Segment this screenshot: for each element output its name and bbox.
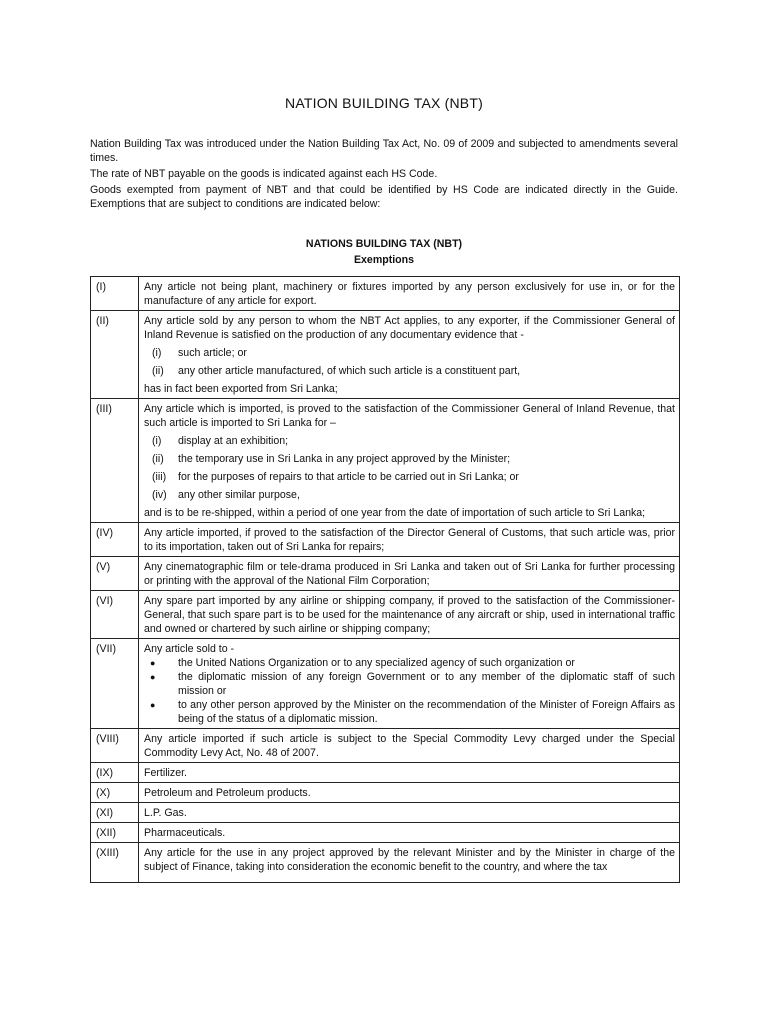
sub-item-label: (ii) bbox=[152, 365, 164, 377]
bullet-icon: ● bbox=[150, 700, 156, 710]
table-row bbox=[91, 639, 680, 729]
bullet-item bbox=[144, 698, 675, 726]
exemptions-heading-line-1: NATIONS BUILDING TAX (NBT) bbox=[305, 238, 463, 250]
row-text: Any article sold by any person to whom the NBT Act applies, to any exporter, if the Commissioner General of Inland Revenue is satisfied on the production of any documentary evidence that - bbox=[144, 315, 675, 341]
intro-paragraph-2: The rate of NBT payable on the goods is indicated against each HS Code. bbox=[90, 168, 438, 180]
sub-item-text: such article; or bbox=[178, 347, 247, 359]
sub-item bbox=[144, 488, 675, 502]
intro-text bbox=[90, 137, 678, 211]
row-number: (XII) bbox=[91, 823, 139, 843]
sub-item-text: the temporary use in Sri Lanka in any project approved by the Minister; bbox=[178, 453, 511, 465]
bullet-icon: ● bbox=[150, 658, 156, 668]
intro-paragraph-1: Nation Building Tax was introduced under the Nation Building Tax Act, No. 09 of 2009 and subjected to amendments several times. bbox=[90, 138, 678, 164]
sub-item-text: for the purposes of repairs to that article to be carried out in Sri Lanka; or bbox=[178, 471, 519, 483]
row-text: Any article not being plant, machinery or fixtures imported by any person exclusively for use in, or for the manufacture of any article for export. bbox=[139, 277, 680, 311]
table-row bbox=[91, 843, 680, 883]
table-row bbox=[91, 277, 680, 311]
bullet-item bbox=[144, 656, 675, 670]
row-text: Any article imported, if proved to the satisfaction of the Director General of Customs, that such article was, prior to its importation, taken out of Sri Lanka for repairs; bbox=[139, 523, 680, 557]
bullet-item bbox=[144, 670, 675, 698]
table-row bbox=[91, 399, 680, 523]
row-text: Any article imported if such article is subject to the Special Commodity Levy charged under the Special Commodity Levy Act, No. 48 of 2007. bbox=[139, 729, 680, 763]
row-number: (V) bbox=[91, 557, 139, 591]
row-number: (VII) bbox=[91, 639, 139, 729]
row-number: (VI) bbox=[91, 591, 139, 639]
sub-item bbox=[144, 452, 675, 466]
table-row bbox=[91, 823, 680, 843]
bullet-text: to any other person approved by the Minister on the recommendation of the Minister of Foreign Affairs as being of the status of a diplomatic mission. bbox=[178, 699, 675, 725]
row-content bbox=[139, 399, 680, 523]
bullet-icon: ● bbox=[150, 672, 156, 682]
table-row bbox=[91, 763, 680, 783]
sub-item bbox=[144, 364, 675, 378]
sub-item-text: any other similar purpose, bbox=[178, 489, 300, 501]
row-number: (XI) bbox=[91, 803, 139, 823]
table-row bbox=[91, 591, 680, 639]
sub-item-text: any other article manufactured, of which such article is a constituent part, bbox=[178, 365, 521, 377]
row-content bbox=[139, 639, 680, 729]
row-number: (III) bbox=[91, 399, 139, 523]
table-row bbox=[91, 557, 680, 591]
sub-item-label: (i) bbox=[152, 347, 162, 359]
row-text: Any cinematographic film or tele-drama produced in Sri Lanka and taken out of Sri Lanka for further processing or printing with the approval of the National Film Corporation; bbox=[139, 557, 680, 591]
row-text: L.P. Gas. bbox=[139, 803, 680, 823]
sub-item-label: (ii) bbox=[152, 453, 164, 465]
sub-item-label: (i) bbox=[152, 435, 162, 447]
row-text: Pharmaceuticals. bbox=[139, 823, 680, 843]
sub-item bbox=[144, 346, 675, 360]
document-title: NATION BUILDING TAX (NBT) bbox=[285, 95, 483, 111]
row-text: Any article sold to - bbox=[144, 643, 235, 655]
exemptions-heading bbox=[0, 236, 768, 268]
row-number: (II) bbox=[91, 311, 139, 399]
row-text: Any article for the use in any project approved by the relevant Minister and by the Minister in charge of the subject of Finance, taking into consideration the economic benefit to the country, and where the tax bbox=[144, 847, 675, 873]
table-row bbox=[91, 803, 680, 823]
intro-paragraph-3: Goods exempted from payment of NBT and that could be identified by HS Code are indicated directly in the Guide. Exemptions that are subject to conditions are indicated below: bbox=[90, 184, 678, 210]
row-number: (I) bbox=[91, 277, 139, 311]
bullet-text: the United Nations Organization or to any specialized agency of such organization or bbox=[178, 657, 575, 669]
row-content bbox=[139, 843, 680, 883]
row-tail-text: and is to be re-shipped, within a period of one year from the date of importation of such article to Sri Lanka; bbox=[144, 507, 646, 519]
row-tail-text: has in fact been exported from Sri Lanka; bbox=[144, 383, 338, 395]
table-row bbox=[91, 311, 680, 399]
row-number: (IV) bbox=[91, 523, 139, 557]
table-row bbox=[91, 729, 680, 763]
table-row bbox=[91, 783, 680, 803]
row-number: (VIII) bbox=[91, 729, 139, 763]
row-content bbox=[139, 311, 680, 399]
table-row bbox=[91, 523, 680, 557]
sub-item-text: display at an exhibition; bbox=[178, 435, 289, 447]
sub-item bbox=[144, 470, 675, 484]
sub-item-label: (iv) bbox=[152, 489, 167, 501]
sub-item-label: (iii) bbox=[152, 471, 167, 483]
row-number: (IX) bbox=[91, 763, 139, 783]
bullet-text: the diplomatic mission of any foreign Government or to any member of the diplomatic staff of such mission or bbox=[178, 671, 675, 697]
row-text: Fertilizer. bbox=[139, 763, 680, 783]
sub-item bbox=[144, 434, 675, 448]
row-number: (X) bbox=[91, 783, 139, 803]
row-number: (XIII) bbox=[91, 843, 139, 883]
row-text: Any article which is imported, is proved to the satisfaction of the Commissioner General of Inland Revenue, that such article is imported to Sri Lanka for – bbox=[144, 403, 675, 429]
exemptions-heading-line-2: Exemptions bbox=[353, 254, 415, 266]
exemptions-table bbox=[90, 276, 680, 883]
row-text: Any spare part imported by any airline or shipping company, if proved to the satisfaction of the Commissioner-General, that such spare part is to be used for the maintenance of any aircraft or ship, used in international traffic and owned or chartered by such airline or shipping company; bbox=[139, 591, 680, 639]
row-text: Petroleum and Petroleum products. bbox=[139, 783, 680, 803]
